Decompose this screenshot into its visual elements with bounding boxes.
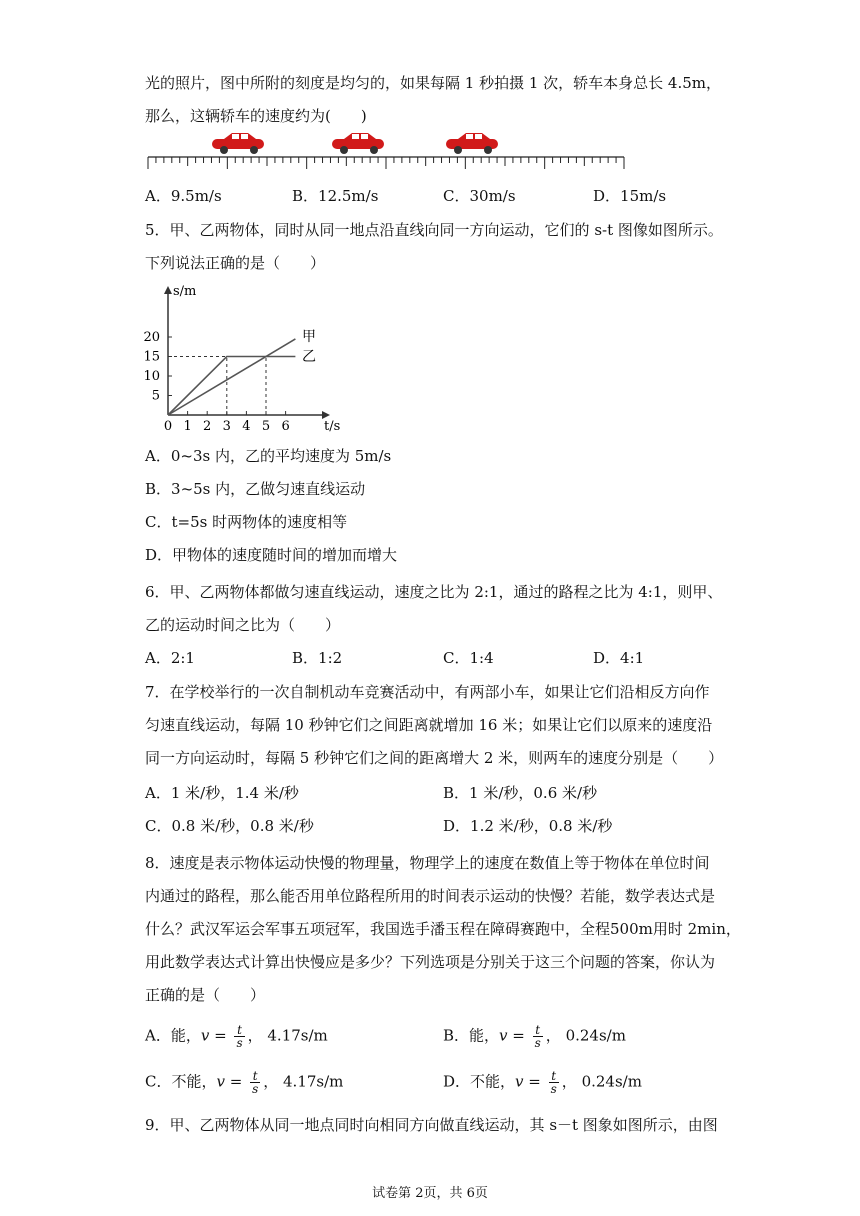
q6-option-c: C．1:4 [443,649,494,667]
formula-fraction: $\frac{t}{s}$ [550,1069,557,1096]
q6-stem-line1: 6．甲、乙两物体都做匀速直线运动，速度之比为 2:1，通过的路程之比为 4:1，则甲、 [145,583,723,601]
q5-stem-line2: 下列说法正确的是（ ） [145,254,326,272]
formula-fraction: $\frac{t}{s}$ [534,1023,541,1050]
q5-option-b: B．3~5s 内，乙做匀速直线运动 [145,480,366,498]
x-tick-label: 5 [261,419,271,432]
q6-option-b: B．1:2 [292,649,343,667]
q8-option-c: C．不能，v = $\frac{t}{s}$ ， 4.17s/m [145,1069,344,1096]
q5-option-d: D．甲物体的速度随时间的增加而增大 [145,546,398,564]
q7-stem-line2: 匀速直线运动，每隔 10 秒钟它们之间距离就增加 16 米；如果让它们以原来的速度沿 [145,716,713,734]
y-tick-label: 5 [151,388,160,404]
x-axis-arrow [322,411,330,419]
y-axis-label: s/m [173,284,197,299]
q8-option-a: A．能，v = $\frac{t}{s}$ ， 4.17s/m [145,1023,328,1050]
car-ruler-figure [140,130,640,170]
formula-fraction: $\frac{t}{s}$ [236,1023,243,1050]
x-tick-label: 1 [183,419,192,432]
car-image-3 [446,133,498,154]
series-line-yi [168,357,295,416]
q8-option-d: D．不能，v = $\frac{t}{s}$ ， 0.24s/m [443,1069,642,1096]
q6-stem-line2: 乙的运动时间之比为（ ） [145,616,341,634]
q5-option-c: C．t=5s 时两物体的速度相等 [145,513,348,531]
x-tick-label: 6 [281,419,290,432]
x-tick-label: 3 [222,419,231,432]
q4-stem-line1: 光的照片，图中所附的刻度是均匀的，如果每隔 1 秒拍摄 1 次，轿车本身总长 4.5m， [145,74,722,92]
q8-stem-line5: 正确的是（ ） [145,986,266,1004]
x-tick-label: 2 [203,419,212,432]
q7-option-c: C．0.8 米/秒，0.8 米/秒 [145,817,314,835]
q8-option-b: B．能，v = $\frac{t}{s}$ ， 0.24s/m [443,1023,626,1050]
series-line-jia [168,339,295,415]
q8-stem-line3: 什么？武汉军运会军事五项冠军，我国选手潘玉程在障碍赛跑中，全程500m用时 2min， [145,920,741,938]
st-chart [140,280,340,432]
q4-option-b: B．12.5m/s [292,187,379,205]
q4-option-c: C．30m/s [443,187,516,205]
q5-stem-line1: 5．甲、乙两物体，同时从同一地点沿直线向同一方向运动，它们的 s-t 图像如图所示。 [145,221,723,239]
series-label-jia: 甲 [302,329,316,345]
q4-option-d: D．15m/s [593,187,667,205]
q7-stem-line3: 同一方向运动时，每隔 5 秒钟它们之间的距离增大 2 米，则两车的速度分别是（ ） [145,749,724,767]
car-image-1 [212,133,264,154]
q7-option-a: A．1 米/秒，1.4 米/秒 [145,784,299,802]
formula-fraction: $\frac{t}{s}$ [252,1069,259,1096]
x-axis-label: t/s [324,419,340,432]
y-axis-arrow [164,286,172,294]
q8-stem-line4: 用此数学表达式计算出快慢应是多少？下列选项是分别关于这三个问题的答案，你认为 [145,953,716,971]
q8-stem-line2: 内通过的路程，那么能否用单位路程所用的时间表示运动的快慢？若能，数学表达式是 [145,887,716,905]
q4-stem-line2: 那么，这辆轿车的速度约为( ) [145,107,367,125]
x-tick-label: 4 [242,419,251,432]
q8-stem-line1: 8．速度是表示物体运动快慢的物理量，物理学上的速度在数值上等于物体在单位时间 [145,854,710,872]
q7-stem-line1: 7．在学校举行的一次自制机动车竞赛活动中，有两部小车，如果让它们沿相反方向作 [145,683,710,701]
q6-option-d: D．4:1 [593,649,645,667]
x-tick-label: 0 [163,419,173,432]
page-footer: 试卷第 2页，共 6页 [372,1186,488,1201]
series-label-yi: 乙 [302,349,316,365]
q6-option-a: A．2:1 [145,649,195,667]
ruler-scale [148,157,624,169]
car-image-2 [332,133,384,154]
q4-option-a: A．9.5m/s [145,187,222,205]
q9-stem-line1: 9．甲、乙两物体从同一地点同时向相同方向做直线运动，其 s－t 图象如图所示，由图 [145,1116,718,1134]
y-tick-label: 20 [143,330,160,345]
q7-option-d: D．1.2 米/秒，0.8 米/秒 [443,817,613,835]
y-tick-label: 15 [143,349,160,365]
y-tick-label: 10 [143,369,160,384]
q7-option-b: B．1 米/秒，0.6 米/秒 [443,784,598,802]
q5-option-a: A．0~3s 内，乙的平均速度为 5m/s [145,447,392,465]
